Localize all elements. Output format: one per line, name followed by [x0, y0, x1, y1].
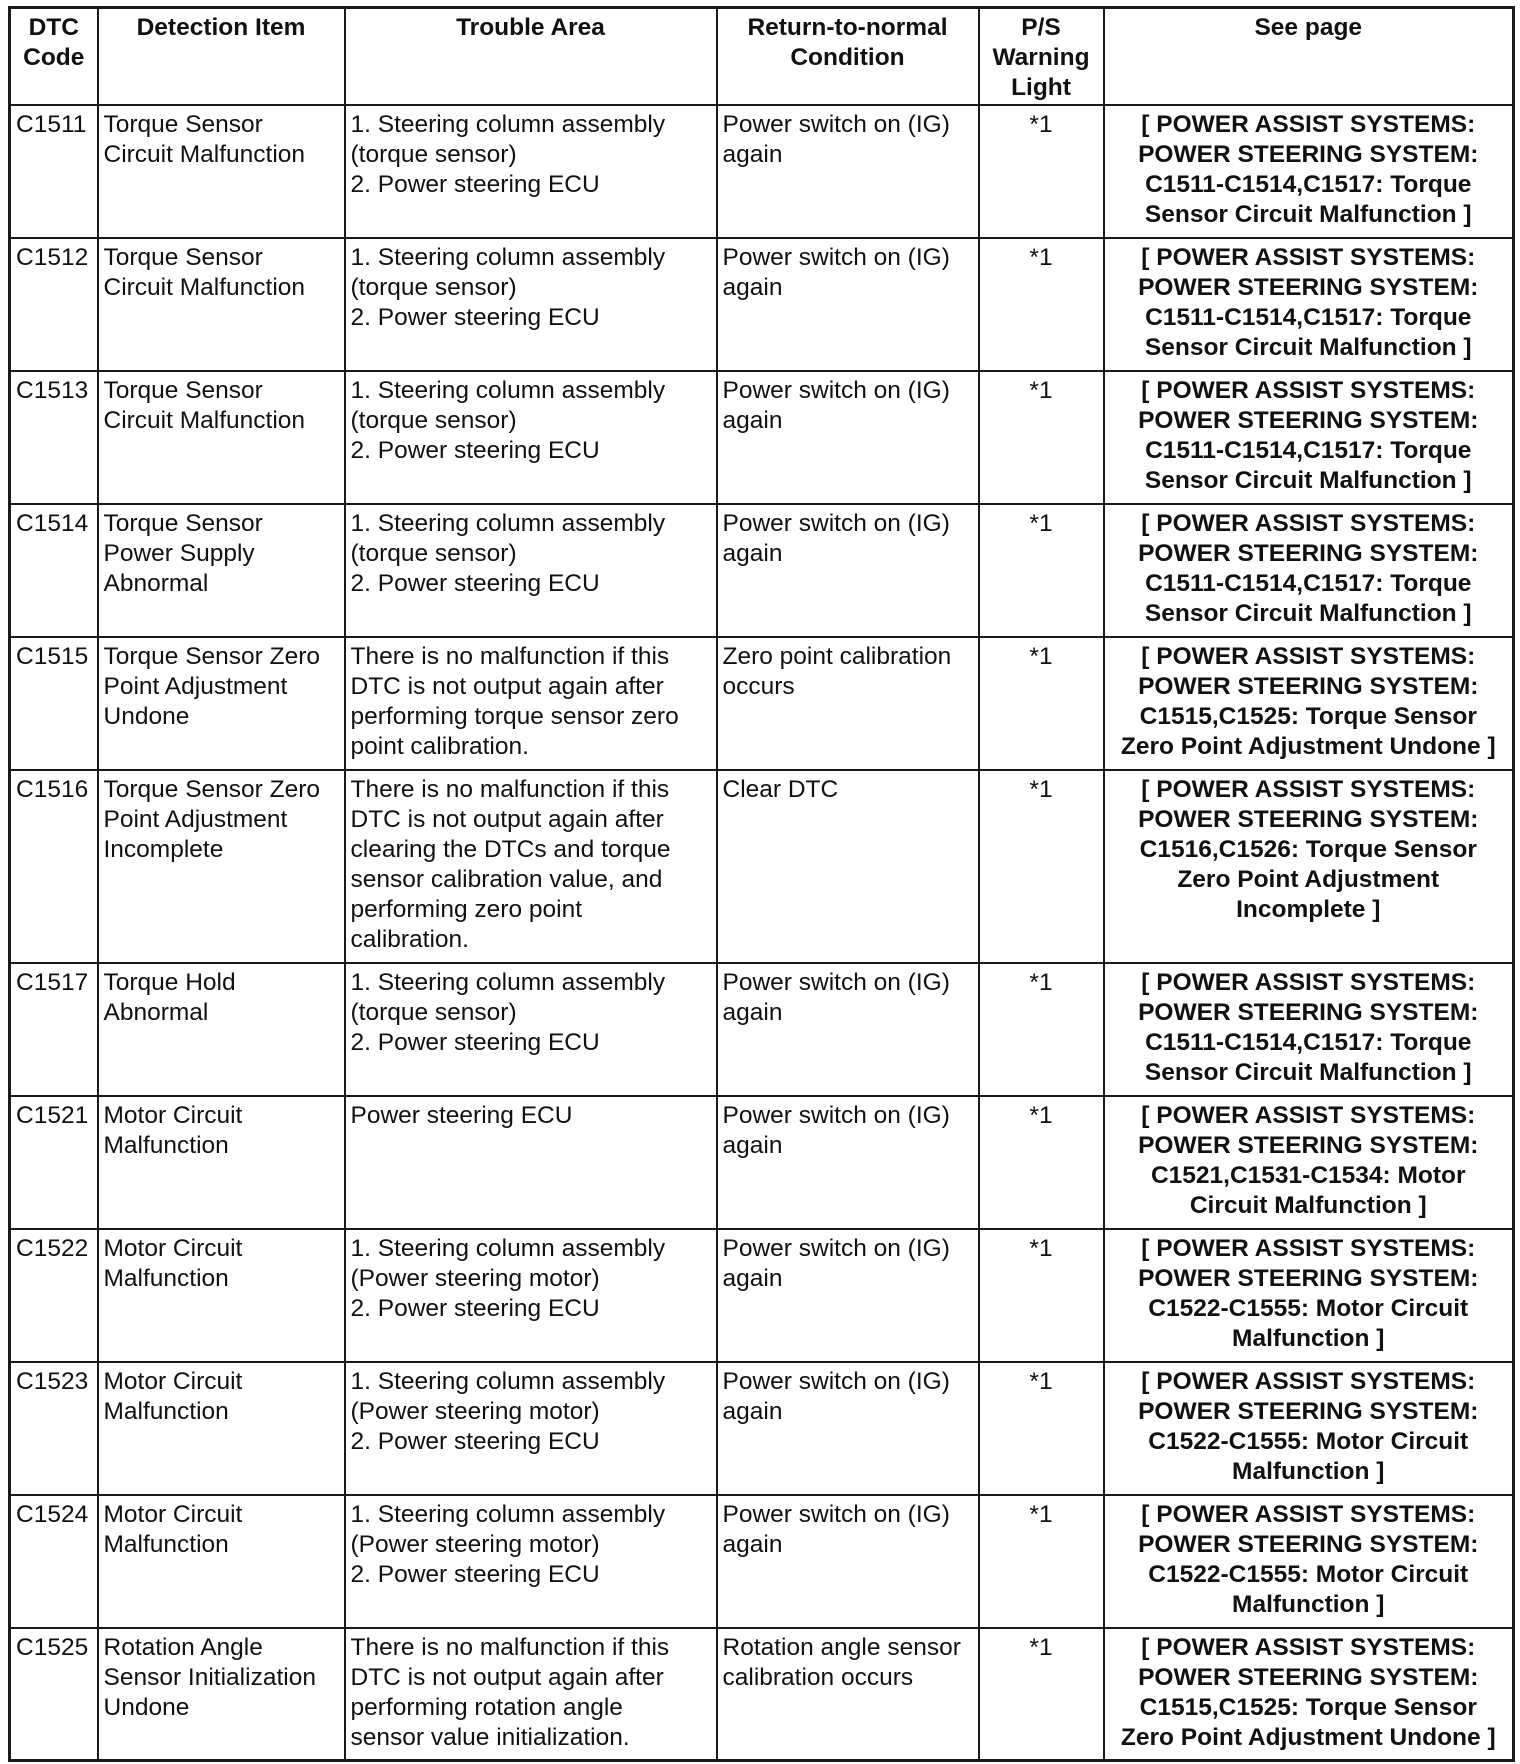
header-trouble-area — [345, 8, 717, 105]
text-line: POWER STEERING SYSTEM: — [1138, 805, 1479, 833]
cell-trouble-area — [345, 770, 717, 963]
cell-detection-item — [98, 637, 345, 770]
text-line: 2. Power steering ECU — [350, 1560, 600, 1588]
text-line: (Power steering motor) — [350, 1264, 600, 1292]
cell-dtc-code: C1513 — [10, 371, 98, 504]
cell-return-condition — [717, 1229, 979, 1362]
text-line: point calibration. — [350, 732, 529, 760]
cell-ps-warning-light: *1 — [979, 504, 1104, 637]
text-line: Zero point calibration — [722, 642, 952, 670]
text-line: Clear DTC — [722, 775, 839, 803]
text-line: Circuit Malfunction ] — [1189, 1191, 1427, 1219]
text-line: performing zero point — [350, 895, 583, 923]
text-line: sensor value initialization. — [350, 1723, 630, 1751]
text-line: Torque Sensor Zero — [103, 775, 321, 803]
cell-ps-warning-light: *1 — [979, 105, 1104, 238]
text-line: Light — [1011, 74, 1071, 101]
cell-detection-item — [98, 1096, 345, 1229]
cell-see-page — [1104, 637, 1514, 770]
text-line: Abnormal — [103, 998, 209, 1026]
text-line: again — [722, 1397, 783, 1425]
text-line: [ POWER ASSIST SYSTEMS: — [1141, 1500, 1476, 1528]
cell-return-condition — [717, 371, 979, 504]
text-line: C1522-C1555: Motor Circuit — [1148, 1560, 1469, 1588]
header-see-page — [1104, 8, 1514, 105]
text-line: C1521,C1531-C1534: Motor — [1150, 1161, 1466, 1189]
cell-return-condition — [717, 963, 979, 1096]
text-line: Sensor Circuit Malfunction ] — [1144, 200, 1472, 228]
text-line: (torque sensor) — [350, 998, 517, 1026]
text-line: C1515,C1525: Torque Sensor — [1139, 1693, 1477, 1721]
text-line: Power switch on (IG) — [722, 1101, 950, 1129]
cell-detection-item — [98, 105, 345, 238]
table-row — [10, 1362, 1514, 1495]
text-line: (Power steering motor) — [350, 1397, 600, 1425]
cell-see-page — [1104, 963, 1514, 1096]
cell-trouble-area — [345, 105, 717, 238]
text-line: POWER STEERING SYSTEM: — [1138, 1397, 1479, 1425]
cell-see-page — [1104, 1628, 1514, 1761]
text-line: Power switch on (IG) — [722, 509, 950, 537]
cell-ps-warning-light: *1 — [979, 371, 1104, 504]
text-line: (torque sensor) — [350, 539, 517, 567]
cell-dtc-code: C1523 — [10, 1362, 98, 1495]
text-line: 2. Power steering ECU — [350, 436, 600, 464]
text-line: Detection Item — [136, 14, 306, 41]
text-line: Malfunction — [103, 1131, 229, 1159]
text-line: Sensor Circuit Malfunction ] — [1144, 1058, 1472, 1086]
text-line: [ POWER ASSIST SYSTEMS: — [1141, 1367, 1476, 1395]
text-line: Incomplete — [103, 835, 224, 863]
text-line: again — [722, 273, 783, 301]
text-line: again — [722, 539, 783, 567]
cell-return-condition — [717, 1628, 979, 1761]
text-line: Trouble Area — [456, 14, 605, 41]
text-line: (torque sensor) — [350, 406, 517, 434]
text-line: C1515,C1525: Torque Sensor — [1139, 702, 1477, 730]
text-line: C1511-C1514,C1517: Torque — [1145, 170, 1472, 198]
cell-dtc-code: C1525 — [10, 1628, 98, 1761]
cell-see-page — [1104, 770, 1514, 963]
cell-see-page — [1104, 1096, 1514, 1229]
text-line: POWER STEERING SYSTEM: — [1138, 140, 1479, 168]
cell-ps-warning-light: *1 — [979, 238, 1104, 371]
text-line: Abnormal — [103, 569, 209, 597]
text-line: 2. Power steering ECU — [350, 1294, 600, 1322]
text-line: 1. Steering column assembly — [350, 968, 666, 996]
text-line: Torque Sensor — [103, 243, 263, 271]
cell-trouble-area — [345, 1362, 717, 1495]
text-line: Rotation angle sensor — [722, 1633, 961, 1661]
text-line: Torque Sensor — [103, 509, 263, 537]
text-line: POWER STEERING SYSTEM: — [1138, 406, 1479, 434]
text-line: Power switch on (IG) — [722, 110, 950, 138]
text-line: Circuit Malfunction — [103, 140, 306, 168]
text-line: Torque Sensor Zero — [103, 642, 321, 670]
text-line: Sensor Circuit Malfunction ] — [1144, 599, 1472, 627]
text-line: P/S — [1021, 14, 1061, 41]
text-line: Torque Sensor — [103, 376, 263, 404]
cell-trouble-area — [345, 504, 717, 637]
table-row — [10, 637, 1514, 770]
text-line: Zero Point Adjustment Undone ] — [1120, 1723, 1496, 1751]
text-line: C1511-C1514,C1517: Torque — [1145, 436, 1472, 464]
text-line: Circuit Malfunction — [103, 273, 306, 301]
text-line: Point Adjustment — [103, 805, 288, 833]
text-line: Motor Circuit — [103, 1500, 243, 1528]
cell-trouble-area — [345, 1628, 717, 1761]
text-line: Malfunction ] — [1232, 1590, 1385, 1618]
cell-detection-item — [98, 1362, 345, 1495]
cell-return-condition — [717, 238, 979, 371]
text-line: performing torque sensor zero — [350, 702, 679, 730]
text-line: POWER STEERING SYSTEM: — [1138, 273, 1479, 301]
cell-detection-item — [98, 770, 345, 963]
text-line: Undone — [103, 1693, 190, 1721]
cell-trouble-area — [345, 371, 717, 504]
cell-ps-warning-light: *1 — [979, 1362, 1104, 1495]
text-line: Condition — [790, 44, 905, 71]
cell-see-page — [1104, 1495, 1514, 1628]
text-line: Power switch on (IG) — [722, 1500, 950, 1528]
cell-dtc-code: C1521 — [10, 1096, 98, 1229]
cell-trouble-area — [345, 1495, 717, 1628]
header-detection-item — [98, 8, 345, 105]
text-line: again — [722, 998, 783, 1026]
text-line: DTC — [28, 14, 79, 41]
cell-ps-warning-light: *1 — [979, 1628, 1104, 1761]
cell-see-page — [1104, 1229, 1514, 1362]
text-line: Torque Sensor — [103, 110, 263, 138]
text-line: Power switch on (IG) — [722, 376, 950, 404]
text-line: Motor Circuit — [103, 1367, 243, 1395]
text-line: Point Adjustment — [103, 672, 288, 700]
text-line: 1. Steering column assembly — [350, 1234, 666, 1262]
text-line: C1511-C1514,C1517: Torque — [1145, 569, 1472, 597]
table-row — [10, 105, 1514, 238]
text-line: POWER STEERING SYSTEM: — [1138, 672, 1479, 700]
text-line: [ POWER ASSIST SYSTEMS: — [1141, 509, 1476, 537]
text-line: (torque sensor) — [350, 140, 517, 168]
cell-ps-warning-light: *1 — [979, 1229, 1104, 1362]
cell-see-page — [1104, 504, 1514, 637]
cell-return-condition — [717, 637, 979, 770]
cell-detection-item — [98, 371, 345, 504]
header-ps-warning-light — [979, 8, 1104, 105]
text-line: sensor calibration value, and — [350, 865, 663, 893]
cell-return-condition — [717, 504, 979, 637]
text-line: POWER STEERING SYSTEM: — [1138, 1663, 1479, 1691]
header-dtc-code — [10, 8, 98, 105]
cell-detection-item — [98, 238, 345, 371]
cell-dtc-code: C1517 — [10, 963, 98, 1096]
cell-ps-warning-light: *1 — [979, 963, 1104, 1096]
cell-trouble-area — [345, 963, 717, 1096]
table-row — [10, 1495, 1514, 1628]
text-line: [ POWER ASSIST SYSTEMS: — [1141, 1234, 1476, 1262]
cell-detection-item — [98, 1229, 345, 1362]
text-line: 1. Steering column assembly — [350, 509, 666, 537]
text-line: There is no malfunction if this — [350, 642, 670, 670]
text-line: DTC is not output again after — [350, 805, 664, 833]
text-line: [ POWER ASSIST SYSTEMS: — [1141, 376, 1476, 404]
text-line: again — [722, 1131, 783, 1159]
text-line: (Power steering motor) — [350, 1530, 600, 1558]
text-line: calibration. — [350, 925, 469, 953]
text-line: DTC is not output again after — [350, 1663, 664, 1691]
text-line: Undone — [103, 702, 190, 730]
cell-detection-item — [98, 963, 345, 1096]
cell-dtc-code: C1512 — [10, 238, 98, 371]
text-line: Motor Circuit — [103, 1234, 243, 1262]
text-line: Malfunction ] — [1232, 1457, 1385, 1485]
text-line: (torque sensor) — [350, 273, 517, 301]
text-line: [ POWER ASSIST SYSTEMS: — [1141, 642, 1476, 670]
text-line: 2. Power steering ECU — [350, 569, 600, 597]
text-line: again — [722, 1264, 783, 1292]
text-line: Warning — [992, 44, 1090, 71]
text-line: POWER STEERING SYSTEM: — [1138, 1264, 1479, 1292]
text-line: [ POWER ASSIST SYSTEMS: — [1141, 1633, 1476, 1661]
text-line: Circuit Malfunction — [103, 406, 306, 434]
text-line: 1. Steering column assembly — [350, 243, 666, 271]
text-line: Malfunction ] — [1232, 1324, 1385, 1352]
dtc-table — [8, 6, 1515, 1762]
text-line: Malfunction — [103, 1264, 229, 1292]
text-line: 1. Steering column assembly — [350, 1500, 666, 1528]
text-line: [ POWER ASSIST SYSTEMS: — [1141, 1101, 1476, 1129]
text-line: performing rotation angle — [350, 1693, 623, 1721]
text-line: There is no malfunction if this — [350, 1633, 670, 1661]
text-line: 1. Steering column assembly — [350, 1367, 666, 1395]
text-line: 2. Power steering ECU — [350, 170, 600, 198]
text-line: See page — [1254, 14, 1363, 41]
text-line: POWER STEERING SYSTEM: — [1138, 1131, 1479, 1159]
cell-see-page — [1104, 238, 1514, 371]
table-row — [10, 770, 1514, 963]
cell-ps-warning-light: *1 — [979, 1495, 1104, 1628]
text-line: again — [722, 406, 783, 434]
cell-trouble-area — [345, 1229, 717, 1362]
text-line: Rotation Angle — [103, 1633, 263, 1661]
cell-trouble-area — [345, 1096, 717, 1229]
text-line: [ POWER ASSIST SYSTEMS: — [1141, 110, 1476, 138]
text-line: C1522-C1555: Motor Circuit — [1148, 1427, 1469, 1455]
cell-see-page — [1104, 105, 1514, 238]
cell-trouble-area — [345, 637, 717, 770]
text-line: 1. Steering column assembly — [350, 110, 666, 138]
text-line: Malfunction — [103, 1530, 229, 1558]
text-line: C1511-C1514,C1517: Torque — [1145, 303, 1472, 331]
text-line: C1516,C1526: Torque Sensor — [1139, 835, 1477, 863]
text-line: 2. Power steering ECU — [350, 303, 600, 331]
table-row — [10, 1628, 1514, 1761]
text-line: occurs — [722, 672, 795, 700]
text-line: [ POWER ASSIST SYSTEMS: — [1141, 775, 1476, 803]
cell-trouble-area — [345, 238, 717, 371]
header-return-condition — [717, 8, 979, 105]
cell-dtc-code: C1515 — [10, 637, 98, 770]
cell-dtc-code: C1524 — [10, 1495, 98, 1628]
cell-return-condition — [717, 1362, 979, 1495]
text-line: Return-to-normal — [747, 14, 948, 41]
cell-detection-item — [98, 1628, 345, 1761]
text-line: Power steering ECU — [350, 1101, 573, 1129]
text-line: DTC is not output again after — [350, 672, 664, 700]
cell-see-page — [1104, 371, 1514, 504]
text-line: again — [722, 1530, 783, 1558]
text-line: POWER STEERING SYSTEM: — [1138, 998, 1479, 1026]
text-line: There is no malfunction if this — [350, 775, 670, 803]
text-line: Motor Circuit — [103, 1101, 243, 1129]
cell-see-page — [1104, 1362, 1514, 1495]
text-line: clearing the DTCs and torque — [350, 835, 671, 863]
text-line: Zero Point Adjustment — [1177, 865, 1440, 893]
cell-dtc-code: C1516 — [10, 770, 98, 963]
cell-dtc-code: C1522 — [10, 1229, 98, 1362]
text-line: POWER STEERING SYSTEM: — [1138, 1530, 1479, 1558]
table-row — [10, 504, 1514, 637]
cell-return-condition — [717, 1096, 979, 1229]
text-line: Power switch on (IG) — [722, 968, 950, 996]
text-line: Code — [23, 44, 85, 71]
table-row — [10, 963, 1514, 1096]
text-line: Incomplete ] — [1236, 895, 1381, 923]
text-line: Power switch on (IG) — [722, 1234, 950, 1262]
table-row — [10, 1096, 1514, 1229]
table-row — [10, 238, 1514, 371]
text-line: POWER STEERING SYSTEM: — [1138, 539, 1479, 567]
cell-detection-item — [98, 504, 345, 637]
cell-dtc-code: C1511 — [10, 105, 98, 238]
text-line: [ POWER ASSIST SYSTEMS: — [1141, 968, 1476, 996]
cell-ps-warning-light: *1 — [979, 1096, 1104, 1229]
text-line: again — [722, 140, 783, 168]
text-line: Torque Hold — [103, 968, 236, 996]
table-body — [10, 105, 1514, 1761]
text-line: Zero Point Adjustment Undone ] — [1120, 732, 1496, 760]
text-line: C1522-C1555: Motor Circuit — [1148, 1294, 1469, 1322]
header-row — [10, 8, 1514, 105]
text-line: Sensor Circuit Malfunction ] — [1144, 466, 1472, 494]
table-row — [10, 1229, 1514, 1362]
cell-detection-item — [98, 1495, 345, 1628]
cell-ps-warning-light: *1 — [979, 637, 1104, 770]
text-line: Malfunction — [103, 1397, 229, 1425]
text-line: 2. Power steering ECU — [350, 1028, 600, 1056]
text-line: Sensor Initialization — [103, 1663, 316, 1691]
text-line: Power switch on (IG) — [722, 1367, 950, 1395]
text-line: [ POWER ASSIST SYSTEMS: — [1141, 243, 1476, 271]
text-line: calibration occurs — [722, 1663, 914, 1691]
cell-ps-warning-light: *1 — [979, 770, 1104, 963]
text-line: Power Supply — [103, 539, 255, 567]
cell-return-condition — [717, 105, 979, 238]
text-line: Power switch on (IG) — [722, 243, 950, 271]
cell-return-condition — [717, 1495, 979, 1628]
text-line: 2. Power steering ECU — [350, 1427, 600, 1455]
text-line: C1511-C1514,C1517: Torque — [1145, 1028, 1472, 1056]
text-line: 1. Steering column assembly — [350, 376, 666, 404]
cell-return-condition — [717, 770, 979, 963]
cell-dtc-code: C1514 — [10, 504, 98, 637]
table-row — [10, 371, 1514, 504]
text-line: Sensor Circuit Malfunction ] — [1144, 333, 1472, 361]
